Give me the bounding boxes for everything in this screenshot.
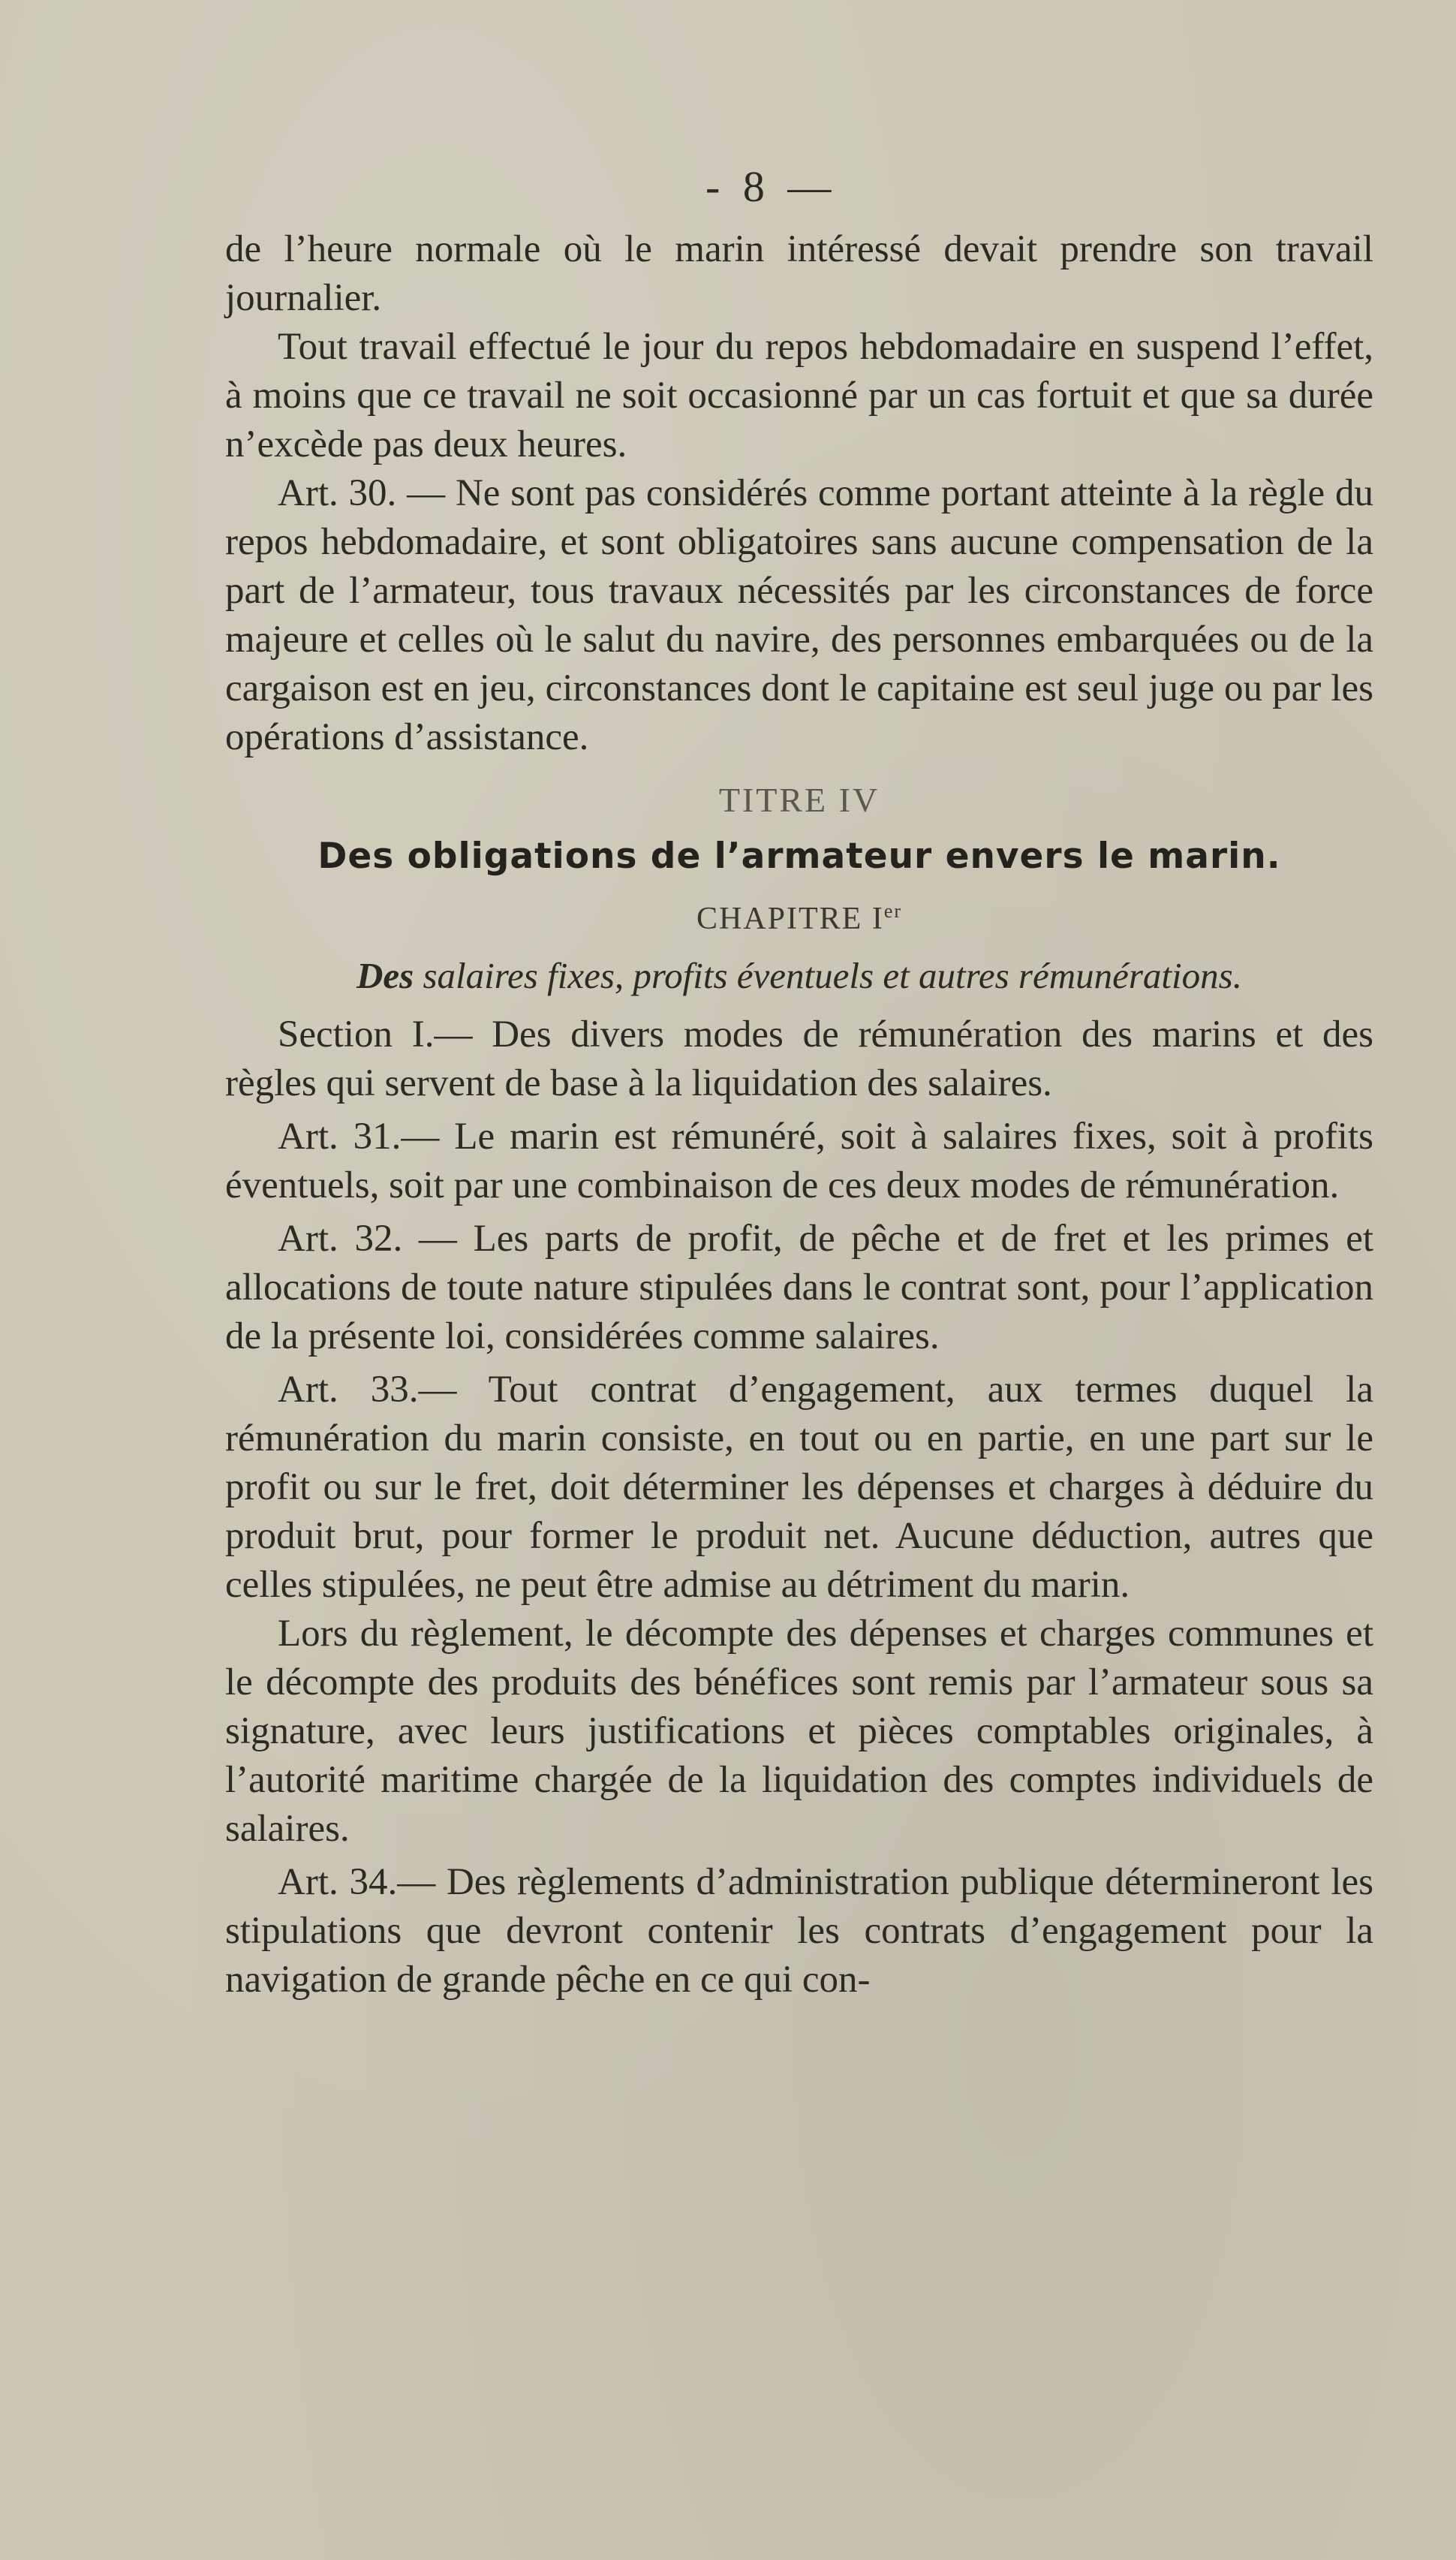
titre-heading: TITRE IV: [718, 781, 880, 819]
chapitre-superscript: er: [883, 900, 903, 922]
chapitre-subheading: [225, 951, 1373, 1000]
chapitre-heading: [225, 887, 1373, 944]
article-32: Art. 32. — Les parts de profit, de pêche et de fret et les primes et allocations de toute nature stipulées dans le contrat sont, pour l’application de la présente loi, considérées comme salaires.: [225, 1218, 1373, 1357]
article-34: Art. 34.— Des règlements d’administration publique détermineront les stipulations que devront contenir les contrats d’engagement pour la navigation de grande pêche en ce qui con-: [225, 1861, 1373, 2001]
subheading-rest: salaires fixes, profits éventuels et autres rémunérations.: [414, 955, 1242, 996]
paragraph-reglement: Lors du règlement, le décompte des dépenses et charges communes et le décompte des produits des bénéfices sont remis par l’armateur sous sa signature, avec leurs justifications et pièces comptables originales, à l’autorité maritime chargée de la liquidation des comptes individuels de salaires.: [225, 1613, 1373, 1850]
page-body: [225, 225, 1373, 2004]
paragraph-repos-hebdomadaire: Tout travail effectué le jour du repos hebdomadaire en suspend l’effet, à moins que ce travail ne soit occasionné par un cas fortuit et que sa durée n’excède pas deux heures.: [225, 326, 1373, 465]
section-1: Section I.— Des divers modes de rémunération des marins et des règles qui servent de base à la liquidation des salaires.: [225, 1013, 1373, 1104]
article-30: Art. 30. — Ne sont pas considérés comme portant atteinte à la règle du repos hebdomadaire, et sont obligatoires sans aucune compensation de la part de l’armateur, tous travaux nécessités par les circonstances de force majeure et celles où le salut du navire, des personnes embarquées ou de la cargaison est en jeu, circonstances dont le capitaine est seul juge ou par les opérations d’assistance.: [225, 472, 1373, 758]
subheading-bold: Des: [356, 955, 414, 996]
section-heading: Des obligations de l’armateur envers le marin.: [317, 836, 1281, 877]
article-31: Art. 31.— Le marin est rémunéré, soit à salaires fixes, soit à profits éventuels, soit par une combinaison de ces deux modes de rémunération.: [225, 1116, 1373, 1206]
page-number: - 8 —: [705, 162, 838, 211]
paragraph-continuation: de l’heure normale où le marin intéressé devait prendre son travail journalier.: [225, 228, 1373, 319]
article-33: Art. 33.— Tout contrat d’engagement, aux termes duquel la rémunération du marin consiste, en tout ou en partie, en une part sur le profit ou sur le fret, doit déterminer les dépenses et charges à déduire du produit brut, pour former le produit net. Aucune déduction, autres que celles stipulées, ne peut être admise au détriment du marin.: [225, 1369, 1373, 1606]
chapitre-label: CHAPITRE I: [696, 902, 884, 936]
